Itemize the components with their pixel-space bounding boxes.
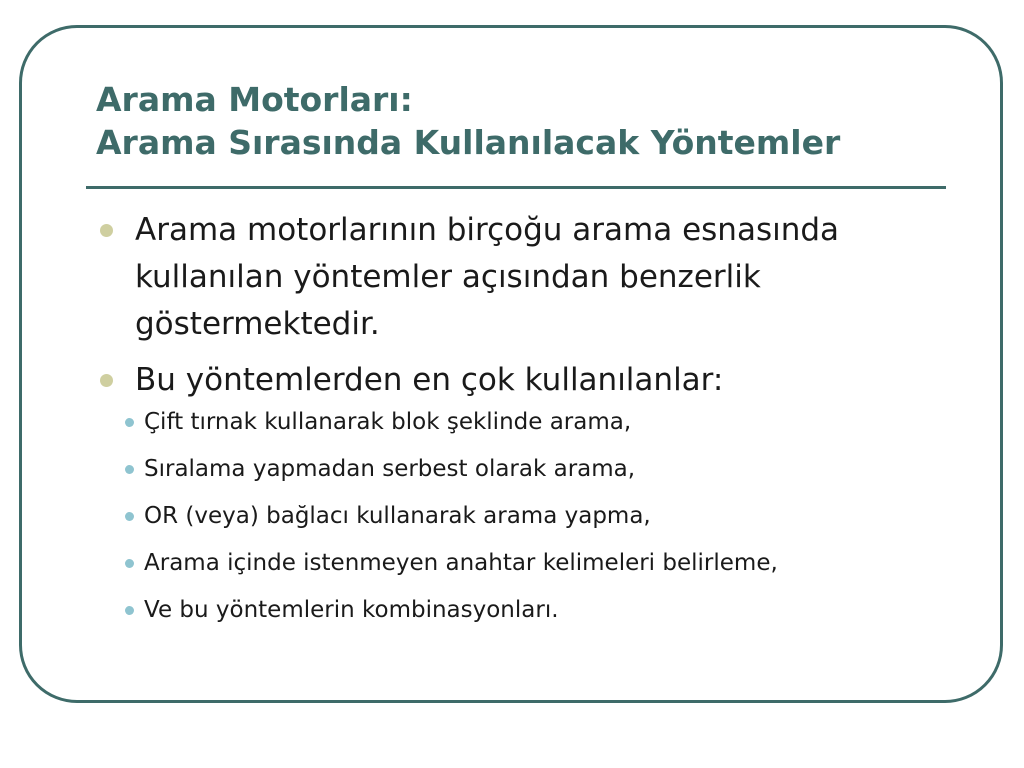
bullet-dot-icon: [100, 374, 113, 387]
slide-title: [96, 78, 840, 164]
sub-bullet-list: [100, 406, 920, 626]
sub-bullet-text: Çift tırnak kullanarak blok şeklinde arama,: [144, 409, 632, 435]
sub-bullet-dot-icon: [125, 606, 134, 615]
sub-bullet-item: [100, 406, 920, 438]
sub-bullet-text: Ve bu yöntemlerin kombinasyonları.: [144, 597, 559, 623]
sub-bullet-text: OR (veya) bağlacı kullanarak arama yapma,: [144, 503, 651, 529]
bullet-item: [100, 357, 920, 626]
sub-bullet-item: [100, 453, 920, 485]
title-line-1: Arama Motorları:: [96, 80, 413, 119]
bullet-text: Arama motorlarının birçoğu arama esnasında kullanılan yöntemler açısından benzerlik göstermektedir.: [135, 212, 840, 342]
sub-bullet-dot-icon: [125, 418, 134, 427]
sub-bullet-text: Sıralama yapmadan serbest olarak arama,: [144, 456, 636, 482]
bullet-item: [100, 207, 920, 348]
sub-bullet-dot-icon: [125, 512, 134, 521]
bullet-list: [100, 207, 920, 626]
sub-list-wrapper: [100, 406, 920, 626]
title-line-2: Arama Sırasında Kullanılacak Yöntemler: [96, 123, 841, 162]
bullet-text: Bu yöntemlerden en çok kullanılanlar:: [135, 362, 724, 398]
sub-bullet-item: [100, 500, 920, 532]
sub-bullet-item: [100, 547, 804, 579]
sub-bullet-text: Arama içinde istenmeyen anahtar kelimeleri belirleme,: [144, 550, 778, 576]
bullet-dot-icon: [100, 224, 113, 237]
sub-bullet-dot-icon: [125, 465, 134, 474]
sub-bullet-item: [100, 594, 920, 626]
title-divider: [86, 186, 946, 189]
sub-bullet-dot-icon: [125, 559, 134, 568]
slide-content: [100, 207, 920, 641]
